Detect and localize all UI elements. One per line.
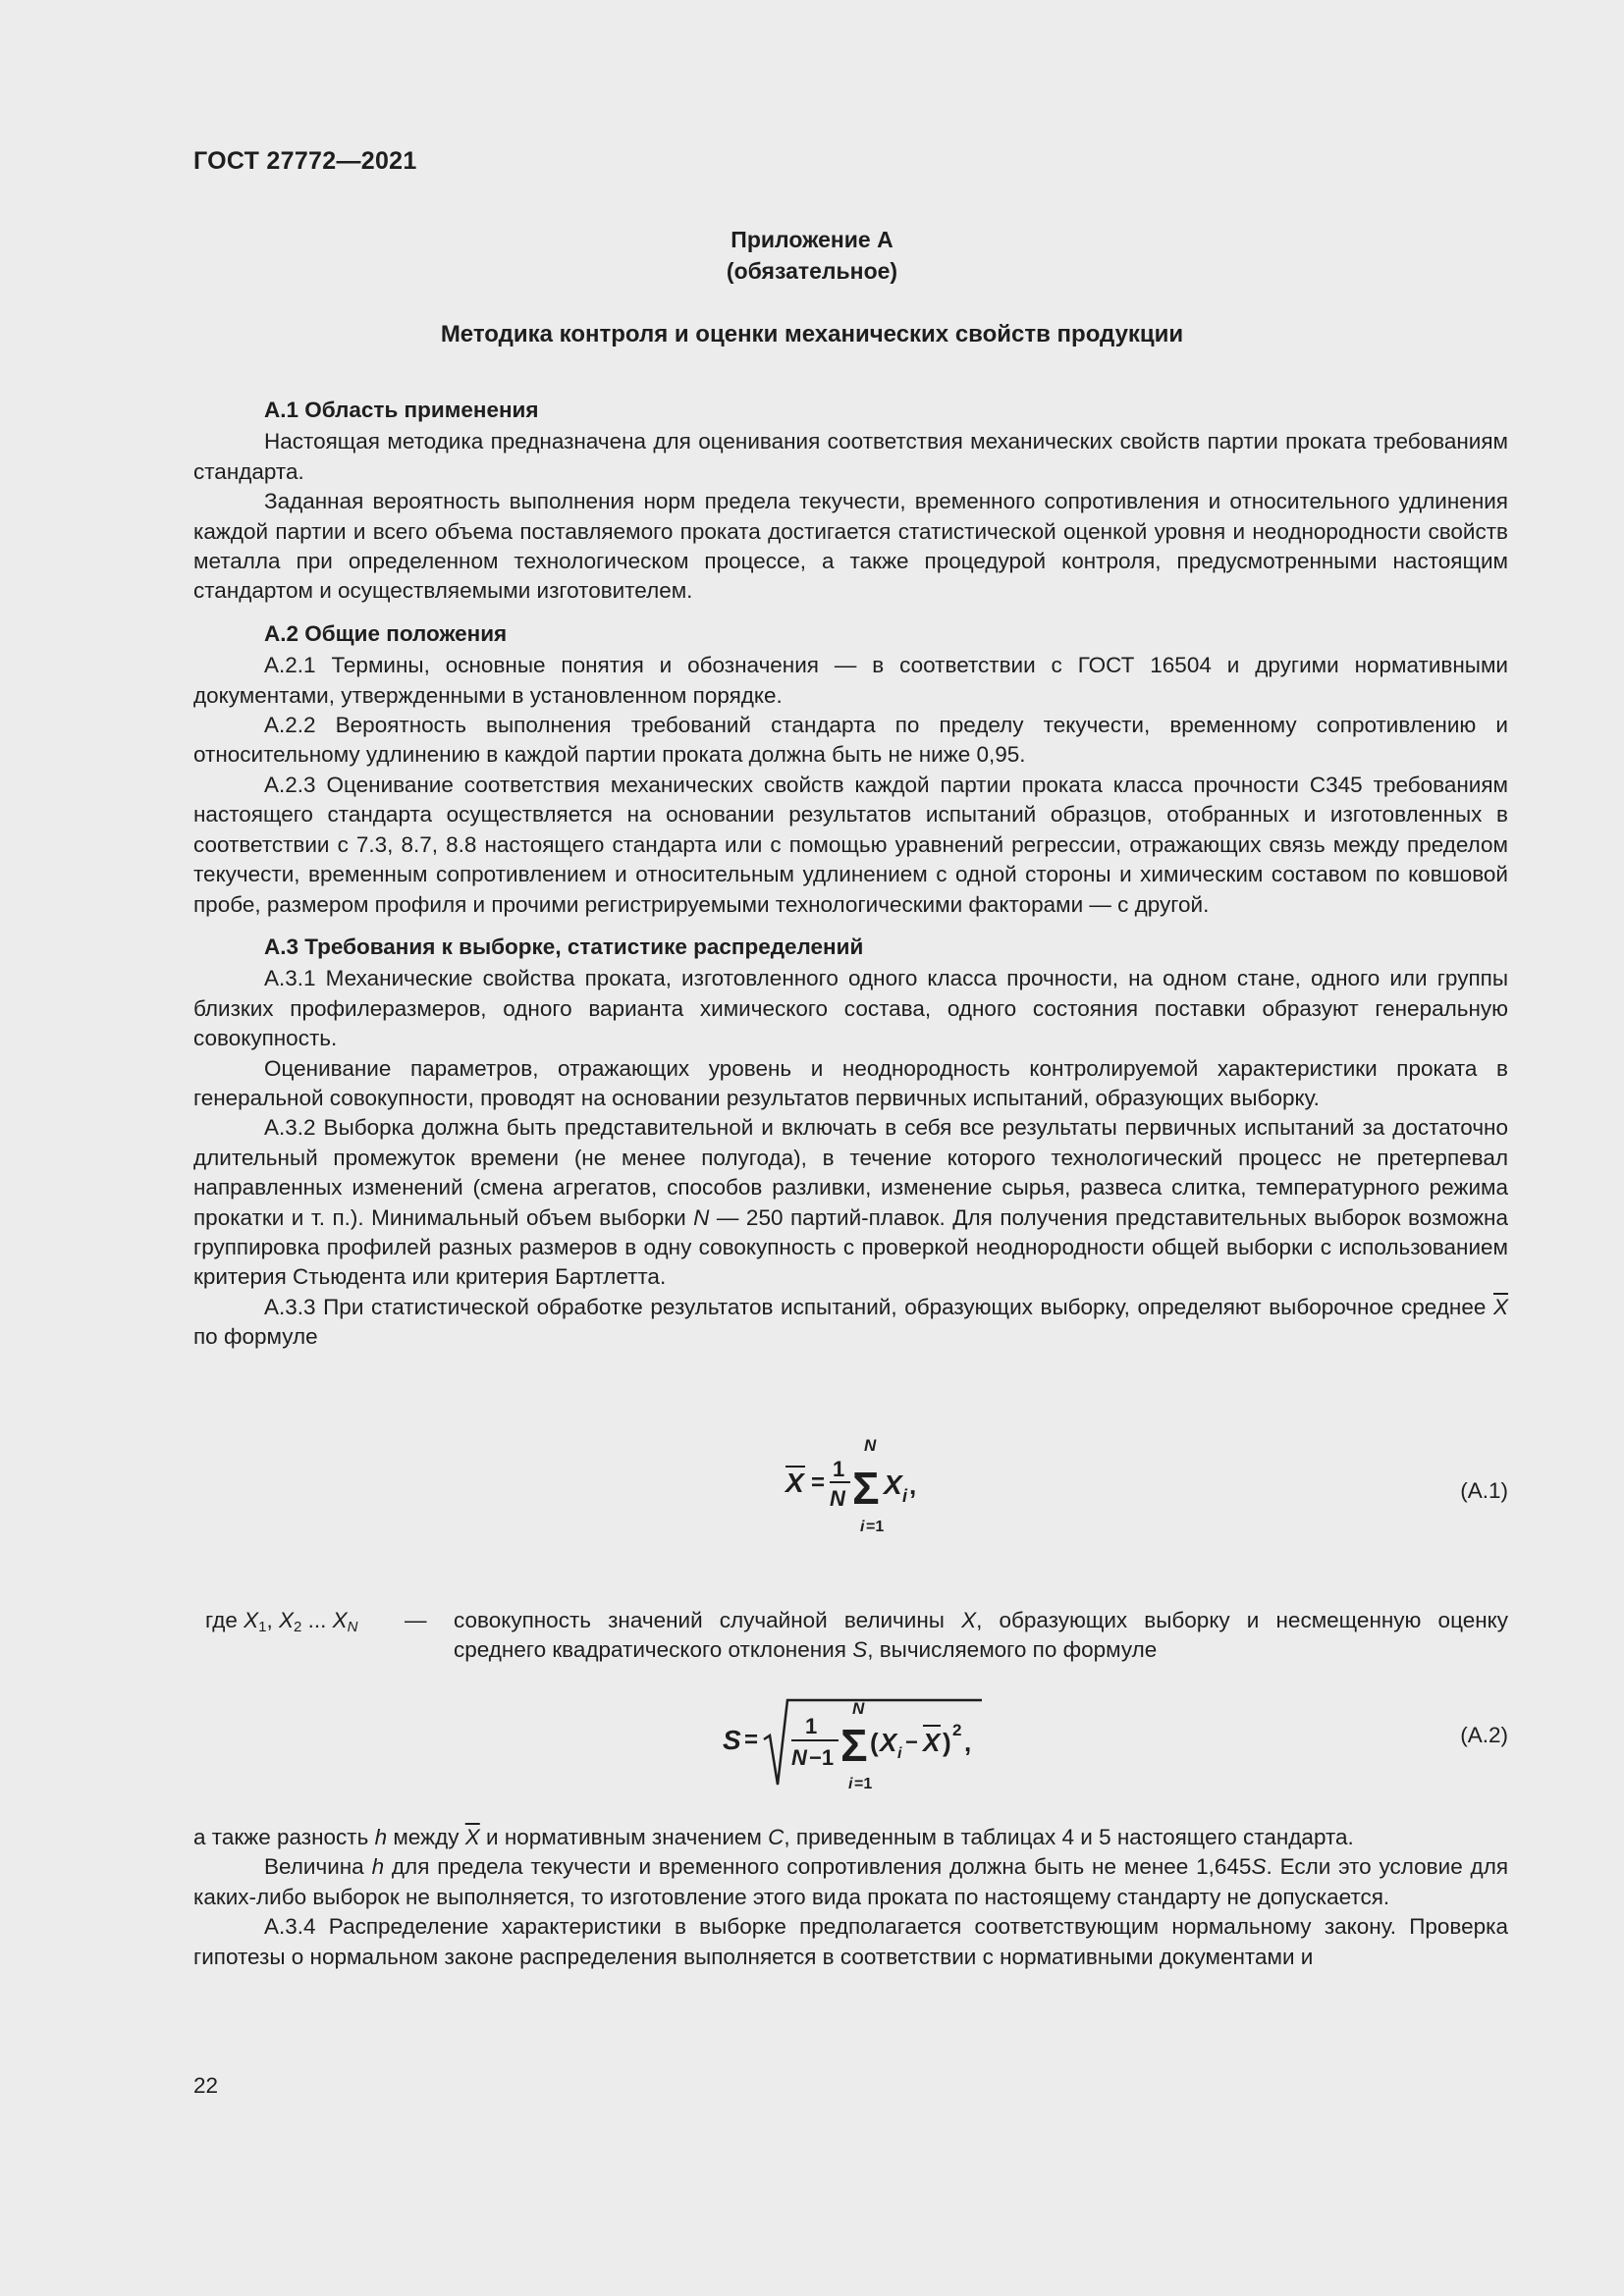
svg-text:Σ: Σ [852,1463,880,1514]
document-id: ГОСТ 27772—2021 [193,147,417,175]
svg-text:=: = [744,1727,759,1753]
where-label: где $X_1$, $X_2$ ... $X_N$ [205,1608,358,1635]
appendix-title: Приложение А [731,227,893,252]
appendix-status: (обязательное) [726,258,898,284]
where-text: совокупность значений случайной величины X, образующих выборку и несмещенную оценку среднего квадратического отклонения S, вычисляемого по формуле [454,1608,1508,1663]
svg-text:X: X [880,1728,897,1757]
svg-text:=1: =1 [866,1519,885,1535]
svg-text:X: X [884,1469,902,1500]
svg-text:X: X [923,1728,941,1757]
paragraph: А.2.2 Вероятность выполнения требований стандарта по пределу текучести, временному сопротивлению и относительному удлинению в каждой партии проката должна быть не ниже 0,95. [193,713,1508,768]
svg-text:i: i [848,1776,853,1792]
section-title-a2: А.2 Общие положения [264,620,508,646]
paragraph: А.3.2 Выборка должна быть представительной и включать в себя все результаты первичных испытаний за достаточно длительный промежуток времени (не менее полугода), в течение которого технологический процесс не претерпевал направленных изменений (смена агрегатов, способов разливки, изменение сырья, развеса слитка, температурного режима прокатки и т. п.). Минимальный объем выборки N — 250 партий-плавок. Для получения представительных выборок возможна группировка профилей разных размеров в одну совокупность с проверкой неоднородности общей выборки с использованием критерия Стьюдента или критерия Бартлетта. [193,1115,1508,1290]
svg-text:N: N [864,1436,877,1455]
svg-text:=1: =1 [854,1776,873,1792]
paragraph: а также разность h между $\overline{X}$ и нормативным значением C, приведенным в таблицах 4 и 5 настоящего стандарта. [193,1825,1354,1849]
svg-text:=: = [811,1469,826,1496]
main-text-block [193,396,1508,1353]
section-title-a1: А.1 Область применения [264,398,539,422]
section-title-a3: А.3 Требования к выборке, статистике распределений [264,934,864,959]
paragraph: А.3.4 Распределение характеристики в выборке предполагается соответствующим нормальному закону. Проверка гипотезы о нормальном законе распределения выполняется в соответствии с нормативными документами и [193,1914,1508,1969]
main-text-block-continued [193,1823,1508,1972]
svg-text:S: S [723,1725,741,1755]
paragraph: А.3.3 При статистической обработке результатов испытаний, образующих выборку, определяют выборочное среднее $\overline{X}$ по формуле [193,1294,1508,1350]
page-number: 22 [193,2073,219,2098]
paragraph: А.2.1 Термины, основные понятия и обозначения — в соответствии с ГОСТ 16504 и другими нормативными документами, утвержденными в установленном порядке. [193,653,1508,708]
svg-text:N: N [852,1699,865,1718]
svg-text:−1: −1 [809,1745,835,1770]
paragraph: А.3.1 Механические свойства проката, изготовленного одного класса прочности, на одном стане, одного или группы близких профилеразмеров, одного варианта химического состава, одного состояния поставки образуют генеральную совокупность. [193,966,1508,1051]
svg-text:1: 1 [805,1714,818,1738]
appendix-heading: Методика контроля и оценки механических свойств продукции [440,321,1184,347]
paragraph: А.2.3 Оценивание соответствия механических свойств каждой партии проката класса прочности С345 требованиям настоящего стандарта осуществляется на основании результатов испытаний образцов, отобранных и изготовленных в соответствии с 7.3, 8.7, 8.8 настоящего стандарта или с помощью уравнений регрессии, отражающих связь между пределом текучести, временным сопротивлением и относительным удлинением с одной стороны и химическим составом по ковшовой пробе, размером профиля и прочими регистрируемыми технологическими факторами — с другой. [193,772,1508,917]
svg-text:i: i [860,1519,865,1535]
formula-a2 [717,1688,992,1796]
paragraph: Настоящая методика предназначена для оценивания соответствия механических свойств партии проката требованиям стандарта. [193,429,1508,484]
svg-text:2: 2 [952,1721,962,1739]
svg-text:i: i [897,1745,902,1762]
svg-text:Σ: Σ [840,1720,868,1771]
paragraph: Оценивание параметров, отражающих уровень и неоднородность контролируемой характеристики проката в генеральной совокупности, проводят на основании результатов первичных испытаний, образующих выборку. [193,1055,1508,1110]
svg-text:(: ( [870,1728,879,1757]
equation-number-a2: (А.2) [1460,1723,1508,1747]
svg-text:): ) [943,1728,951,1757]
svg-text:N: N [830,1486,845,1511]
paragraph: Величина h для предела текучести и временного сопротивления должна быть не менее 1,645S. Если это условие для каких-либо выборок не выполняется, то изготовление этого вида проката по настоящему стандарту не допускается. [193,1854,1509,1909]
equation-number-a1: (А.1) [1460,1478,1508,1503]
svg-text:,: , [909,1470,917,1500]
svg-text:−: − [905,1730,918,1754]
where-clause [193,1606,1508,1667]
svg-text:i: i [902,1486,908,1506]
svg-text:1: 1 [833,1457,845,1481]
where-dash: — [405,1608,427,1632]
formula-a1 [776,1433,952,1541]
svg-text:X: X [785,1468,804,1498]
paragraph: Заданная вероятность выполнения норм предела текучести, временного сопротивления и относительного удлинения каждой партии и всего объема поставляемого проката достигается статистической оценкой уровня и неоднородности свойств металла при определенном технологическом процессе, а также процедурой контроля, предусмотренными настоящим стандартом и осуществляемыми изготовителем. [193,489,1508,604]
svg-text:,: , [964,1728,972,1757]
svg-text:N: N [791,1745,807,1770]
